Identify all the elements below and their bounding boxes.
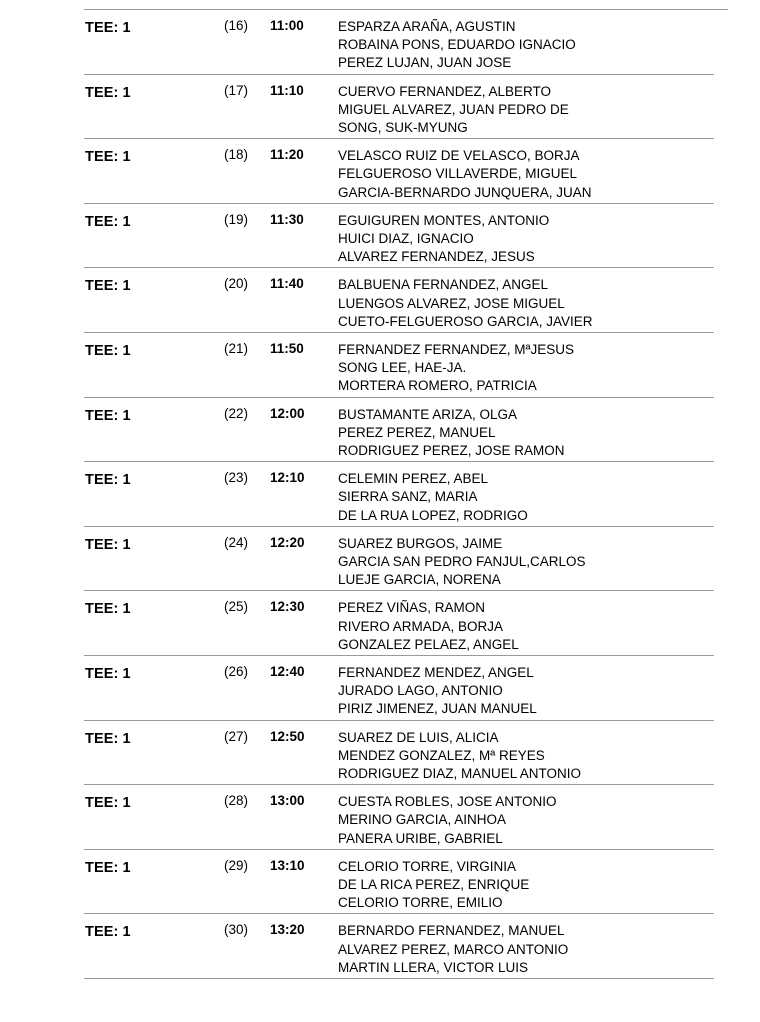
player-name: FERNANDEZ MENDEZ, ANGEL bbox=[338, 664, 534, 680]
tee-time-list bbox=[0, 10, 760, 979]
player-name: ROBAINA PONS, EDUARDO IGNACIO bbox=[338, 37, 576, 53]
tee-time: 12:10 bbox=[270, 470, 305, 486]
player-name: BALBUENA FERNANDEZ, ANGEL bbox=[338, 277, 549, 293]
tee-label: TEE: 1 bbox=[85, 84, 131, 101]
tee-time: 12:00 bbox=[270, 405, 305, 421]
player-list bbox=[338, 212, 549, 267]
tee-label: TEE: 1 bbox=[85, 924, 131, 941]
player-list bbox=[338, 18, 576, 73]
group-number: (18) bbox=[224, 147, 249, 163]
tee-time: 11:20 bbox=[270, 147, 304, 163]
player-list bbox=[338, 406, 565, 461]
tee-label: TEE: 1 bbox=[85, 342, 131, 359]
tee-label: TEE: 1 bbox=[85, 536, 131, 553]
tee-group bbox=[84, 721, 714, 786]
tee-group bbox=[84, 591, 714, 656]
player-name: SONG, SUK-MYUNG bbox=[338, 120, 468, 135]
player-name: MIGUEL ALVAREZ, JUAN PEDRO DE bbox=[338, 101, 569, 117]
player-name: JURADO LAGO, ANTONIO bbox=[338, 683, 503, 699]
player-name: LUENGOS ALVAREZ, JOSE MIGUEL bbox=[338, 295, 565, 311]
player-list bbox=[338, 470, 528, 525]
group-number: (17) bbox=[224, 82, 249, 98]
player-list bbox=[338, 341, 574, 396]
player-list bbox=[338, 535, 586, 590]
player-name: GARCIA SAN PEDRO FANJUL,CARLOS bbox=[338, 553, 586, 569]
player-list bbox=[338, 599, 519, 654]
group-number: (28) bbox=[224, 793, 249, 809]
tee-group bbox=[84, 333, 714, 398]
player-name: LUEJE GARCIA, NORENA bbox=[338, 572, 501, 588]
group-number: (24) bbox=[224, 534, 249, 550]
player-list bbox=[338, 276, 593, 331]
tee-time: 11:00 bbox=[270, 18, 304, 33]
player-name: PEREZ PEREZ, MANUEL bbox=[338, 424, 496, 440]
tee-time: 12:20 bbox=[270, 534, 305, 550]
tee-label: TEE: 1 bbox=[85, 472, 131, 489]
player-name: FERNANDEZ FERNANDEZ, MªJESUS bbox=[338, 341, 575, 357]
tee-group bbox=[84, 398, 714, 463]
tee-group bbox=[84, 527, 714, 592]
player-name: ALVAREZ PEREZ, MARCO ANTONIO bbox=[338, 941, 569, 957]
player-name: CELORIO TORRE, VIRGINIA bbox=[338, 858, 517, 874]
player-name: RODRIGUEZ DIAZ, MANUEL ANTONIO bbox=[338, 765, 582, 781]
player-name: PEREZ VIÑAS, RAMON bbox=[338, 600, 486, 616]
tee-group bbox=[84, 268, 714, 333]
player-name: FELGUEROSO VILLAVERDE, MIGUEL bbox=[338, 166, 578, 182]
tee-time: 12:50 bbox=[270, 728, 305, 744]
player-list bbox=[338, 858, 529, 913]
tee-time: 12:30 bbox=[270, 599, 305, 615]
player-name: BERNARDO FERNANDEZ, MANUEL bbox=[338, 923, 565, 939]
group-number: (29) bbox=[224, 857, 249, 873]
player-list bbox=[338, 664, 537, 719]
tee-time: 13:20 bbox=[270, 922, 305, 938]
player-name: RODRIGUEZ PEREZ, JOSE RAMON bbox=[338, 442, 565, 458]
player-list bbox=[338, 83, 569, 138]
player-name: PEREZ LUJAN, JUAN JOSE bbox=[338, 55, 512, 71]
tee-label: TEE: 1 bbox=[85, 601, 131, 618]
group-number: (21) bbox=[224, 340, 249, 356]
tee-time: 11:50 bbox=[270, 340, 304, 356]
player-name: SUAREZ BURGOS, JAIME bbox=[338, 535, 503, 551]
group-number: (16) bbox=[224, 18, 249, 33]
player-name: MARTIN LLERA, VICTOR LUIS bbox=[338, 959, 529, 975]
player-name: ALVAREZ FERNANDEZ, JESUS bbox=[338, 249, 535, 265]
player-name: EGUIGUREN MONTES, ANTONIO bbox=[338, 212, 550, 228]
player-name: CUERVO FERNANDEZ, ALBERTO bbox=[338, 83, 552, 99]
player-name: SONG LEE, HAE-JA. bbox=[338, 360, 467, 376]
player-name: GARCIA-BERNARDO JUNQUERA, JUAN bbox=[338, 184, 592, 200]
player-name: BUSTAMANTE ARIZA, OLGA bbox=[338, 406, 518, 422]
tee-group bbox=[84, 914, 714, 979]
group-number: (26) bbox=[224, 663, 249, 679]
player-name: VELASCO RUIZ DE VELASCO, BORJA bbox=[338, 148, 580, 164]
tee-label: TEE: 1 bbox=[85, 859, 131, 876]
group-number: (19) bbox=[224, 211, 249, 227]
player-name: DE LA RUA LOPEZ, RODRIGO bbox=[338, 507, 528, 523]
group-number: (25) bbox=[224, 599, 249, 615]
player-name: MERINO GARCIA, AINHOA bbox=[338, 812, 507, 828]
player-name: CUESTA ROBLES, JOSE ANTONIO bbox=[338, 794, 557, 810]
group-number: (27) bbox=[224, 728, 249, 744]
player-list bbox=[338, 147, 592, 202]
tee-label: TEE: 1 bbox=[85, 665, 131, 682]
player-name: CELEMIN PEREZ, ABEL bbox=[338, 471, 489, 487]
tee-time: 11:40 bbox=[270, 276, 304, 292]
player-name: MORTERA ROMERO, PATRICIA bbox=[338, 378, 537, 394]
tee-group bbox=[84, 785, 714, 850]
player-name: PANERA URIBE, GABRIEL bbox=[338, 830, 503, 846]
player-list bbox=[338, 729, 581, 784]
player-name: DE LA RICA PEREZ, ENRIQUE bbox=[338, 876, 530, 892]
tee-label: TEE: 1 bbox=[85, 20, 131, 36]
tee-label: TEE: 1 bbox=[85, 407, 131, 424]
tee-group bbox=[84, 656, 714, 721]
group-number: (30) bbox=[224, 922, 249, 938]
group-number: (22) bbox=[224, 405, 249, 421]
tee-group bbox=[84, 139, 714, 204]
player-name: HUICI DIAZ, IGNACIO bbox=[338, 230, 474, 246]
player-name: PIRIZ JIMENEZ, JUAN MANUEL bbox=[338, 701, 537, 717]
tee-time: 13:10 bbox=[270, 857, 305, 873]
player-name: GONZALEZ PELAEZ, ANGEL bbox=[338, 636, 519, 652]
player-list bbox=[338, 922, 568, 977]
player-name: CELORIO TORRE, EMILIO bbox=[338, 895, 503, 911]
tee-group bbox=[84, 75, 714, 140]
player-list bbox=[338, 793, 557, 848]
tee-time: 13:00 bbox=[270, 793, 305, 809]
group-number: (23) bbox=[224, 470, 249, 486]
tee-label: TEE: 1 bbox=[85, 213, 131, 230]
tee-group bbox=[84, 10, 714, 75]
tee-group bbox=[84, 850, 714, 915]
player-name: MENDEZ GONZALEZ, Mª REYES bbox=[338, 747, 545, 763]
tee-time: 12:40 bbox=[270, 663, 305, 679]
tee-time: 11:10 bbox=[270, 82, 304, 98]
player-name: SUAREZ DE LUIS, ALICIA bbox=[338, 729, 499, 745]
player-name: CUETO-FELGUEROSO GARCIA, JAVIER bbox=[338, 313, 593, 329]
tee-time: 11:30 bbox=[270, 211, 304, 227]
group-number: (20) bbox=[224, 276, 249, 292]
tee-label: TEE: 1 bbox=[85, 795, 131, 812]
tee-group bbox=[84, 204, 714, 269]
tee-group bbox=[84, 462, 714, 527]
player-name: ESPARZA ARAÑA, AGUSTIN bbox=[338, 19, 516, 34]
player-name: SIERRA SANZ, MARIA bbox=[338, 489, 478, 505]
player-name: RIVERO ARMADA, BORJA bbox=[338, 618, 504, 634]
tee-label: TEE: 1 bbox=[85, 730, 131, 747]
tee-label: TEE: 1 bbox=[85, 149, 131, 166]
tee-label: TEE: 1 bbox=[85, 278, 131, 295]
